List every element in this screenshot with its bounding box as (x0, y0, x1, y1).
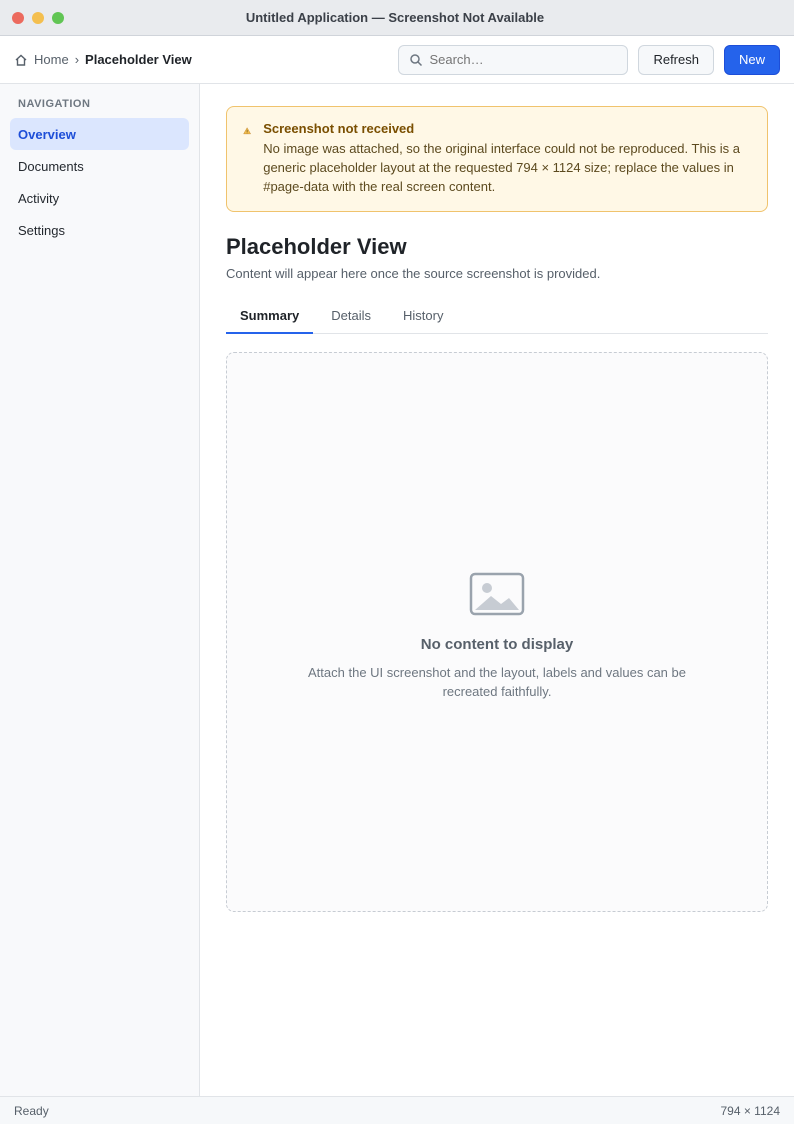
close-window-button[interactable] (12, 12, 24, 24)
warning-icon (243, 121, 251, 141)
window-title: Untitled Application — Screenshot Not Available (245, 10, 545, 25)
page-subtitle: Content will appear here once the source screenshot is provided. (226, 265, 601, 281)
minimize-window-button[interactable] (32, 12, 44, 24)
search-icon (409, 53, 423, 67)
new-button[interactable]: New (724, 45, 780, 75)
home-icon (14, 53, 28, 67)
page-title: Placeholder View (226, 233, 407, 259)
sidebar-item-settings[interactable] (10, 214, 189, 246)
toolbar (0, 36, 794, 84)
sidebar (0, 84, 200, 1096)
breadcrumb-separator: › (74, 52, 80, 67)
refresh-button[interactable]: Refresh (638, 45, 714, 75)
missing-screenshot-notice (226, 106, 768, 212)
window-controls (12, 12, 64, 24)
tab-bar (226, 299, 768, 334)
placeholder-title: No content to display (420, 635, 574, 653)
sidebar-item-label: Documents (18, 158, 84, 174)
status-dimensions: 794 × 1124 (720, 1103, 780, 1118)
placeholder-panel (226, 352, 768, 912)
search-box (398, 45, 628, 75)
tab-summary[interactable]: Summary (226, 299, 313, 334)
sidebar-item-label: Activity (18, 190, 60, 206)
search-input[interactable] (429, 52, 617, 67)
status-text: Ready (14, 1103, 49, 1118)
image-icon (465, 562, 529, 626)
sidebar-item-overview[interactable] (10, 118, 189, 150)
tab-history[interactable]: History (403, 307, 444, 323)
maximize-window-button[interactable] (52, 12, 64, 24)
breadcrumb (14, 52, 192, 67)
title-bar (0, 0, 794, 36)
sidebar-item-documents[interactable] (10, 150, 189, 182)
sidebar-item-activity[interactable] (10, 182, 189, 214)
main-panel (200, 84, 794, 1096)
notice-title: Screenshot not received (263, 121, 415, 136)
content-area (0, 84, 794, 1096)
status-bar (0, 1096, 794, 1124)
sidebar-item-label: Settings (18, 222, 65, 238)
breadcrumb-current: Placeholder View (85, 52, 192, 67)
sidebar-heading: NAVIGATION (18, 98, 91, 110)
breadcrumb-root[interactable]: Home (34, 52, 69, 67)
notice-text: No image was attached, so the original interface could not be reproduced. This is a generic placeholder layout at the requested 794 × 1124 size; replace the values in #page-data with the real screen content. (263, 141, 740, 194)
sidebar-item-label: Overview (18, 126, 76, 142)
placeholder-hint: Attach the UI screenshot and the layout, labels and values can be recreated faithfully. (308, 664, 686, 700)
tab-details[interactable]: Details (331, 307, 371, 323)
